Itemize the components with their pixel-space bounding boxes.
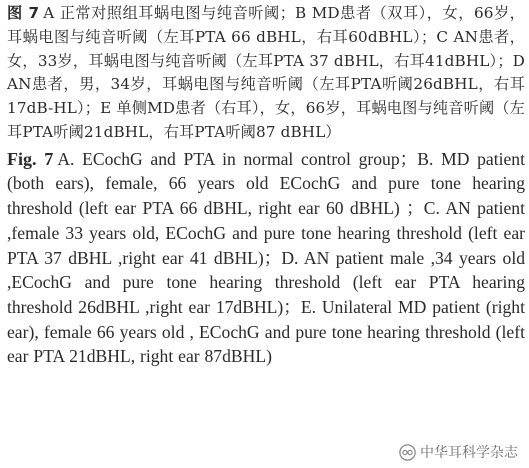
chinese-caption-text: A 正常对照组耳蜗电图与纯音听阈；B MD患者（双耳），女，66岁，耳蜗电图与纯音听阈（左耳PTA 66 dBHL，右耳60dBHL）；C AN患者，女，33岁，耳蜗电图与纯音听阈（左耳PTA 37 dBHL，右耳41dBHL）；D AN患者，男，34岁，耳蜗电图与纯音听阈（左耳PTA听阈26dBHL，右耳17dB-HL）；E 单侧MD患者（右耳），女，66岁，耳蜗电图与纯音听阈（左耳PTA听阈21dBHL，右耳PTA听阈87 dBHL） — [7, 4, 525, 141]
chinese-figure-label: 图 7 — [7, 4, 40, 22]
english-figure-label: Fig. 7 — [7, 148, 54, 169]
english-caption-text: A. ECochG and PTA in normal control group；B. MD patient (both ears), female, 66 years old ECochG and pure tone hearing threshold (left ear PTA 66 dBHL, right ear 60 dBHL) ；C. AN patient ,female 33 years old, ECochG and pure tone hearing threshold (left ear PTA 37 dBHL ,right ear 41 dBHL)；D. AN patient male ,34 years old ,ECochG and pure tone hearing threshold (left ear PTA hearing threshold 26dBHL ,right ear 17dBHL)；E. Unilateral MD patient (right ear), female 66 years old , ECochG and pure tone hearing threshold (left ear PTA 21dBHL, right ear 87dBHL) — [7, 148, 525, 367]
english-caption — [7, 147, 525, 369]
journal-watermark — [396, 441, 521, 463]
figure-caption — [7, 2, 525, 369]
watermark-text: 中华耳科学杂志 — [420, 445, 518, 461]
wechat-account-icon — [399, 444, 416, 461]
chinese-caption — [7, 2, 525, 145]
